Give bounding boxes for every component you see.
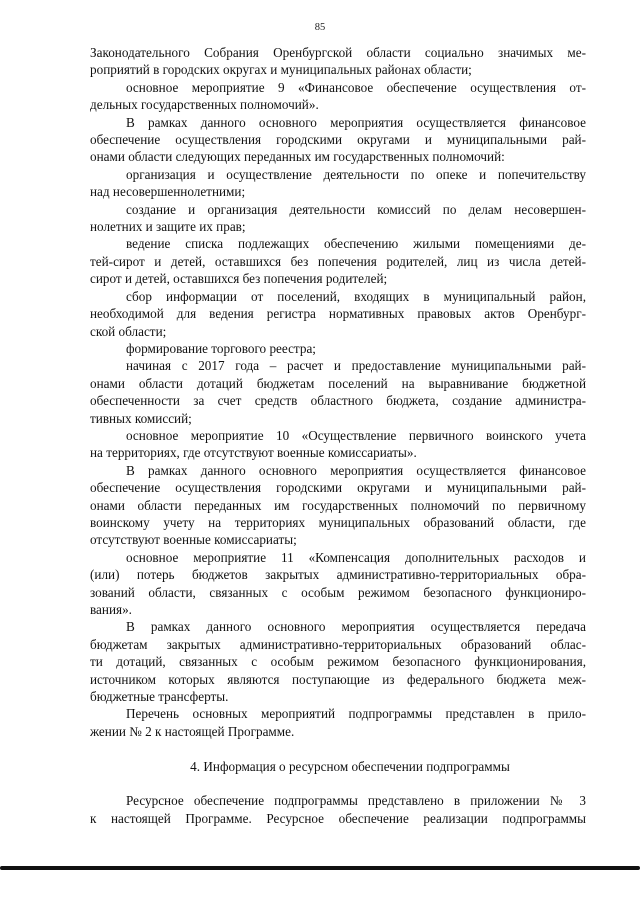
paragraphs-before-heading xyxy=(90,44,586,740)
text-line: вания». xyxy=(90,602,132,617)
text-line: жении № 2 к настоящей Программе. xyxy=(90,723,295,739)
text-line: ской области; xyxy=(90,323,167,339)
text-line: зований области, связанных с особым режимом безопасного функциониро- xyxy=(90,584,586,600)
bottom-scan-border xyxy=(0,866,640,870)
text-line: Ресурсное обеспечение подпрограммы представлено в приложении № 3 xyxy=(126,793,586,809)
text-line: В рамках данного основного мероприятия осуществляется финансовое xyxy=(126,462,586,478)
text-line: В рамках данного основного мероприятия осуществляется передача xyxy=(126,619,586,635)
spacer xyxy=(90,740,586,757)
text-line: ти дотаций, связанных с особым режимом безопасного функционирования, xyxy=(90,654,586,670)
text-line: необходимой для ведения регистра нормативных правовых актов Оренбург- xyxy=(90,306,586,322)
text-line: на территориях, где отсутствуют военные комиссариаты». xyxy=(90,445,417,461)
spacer xyxy=(90,775,586,792)
text-line: бюджетам закрытых административно-территориальных образований облас- xyxy=(90,636,586,652)
text-line: воинскому учету на территориях муниципальных образований области, где xyxy=(90,514,586,530)
text-line: основное мероприятие 11 «Компенсация дополнительных расходов и xyxy=(126,549,586,565)
text-line: отсутствуют военные комиссариаты; xyxy=(90,532,297,548)
section-heading: 4. Информация о ресурсном обеспечении подпрограммы xyxy=(190,758,510,774)
text-line: онами области переданных им государственных полномочий по первичному xyxy=(90,497,586,513)
text-line: организация и осуществление деятельности по опеке и попечительству xyxy=(126,166,586,182)
page-number: 85 xyxy=(314,22,326,33)
text-line: ведение списка подлежащих обеспечению жилыми помещениями де- xyxy=(126,236,586,252)
text-line: Перечень основных мероприятий подпрограммы представлен в прило- xyxy=(126,706,586,722)
text-line: сбор информации от поселений, входящих в муниципальный район, xyxy=(126,288,586,304)
text-line: формирование торгового реестра; xyxy=(126,340,316,356)
text-line: бюджетные трансферты. xyxy=(90,689,229,705)
text-line: (или) потерь бюджетов закрытых административно-территориальных обра- xyxy=(90,567,586,583)
text-line: над несовершеннолетними; xyxy=(90,184,246,200)
text-line: В рамках данного основного мероприятия осуществляется финансовое xyxy=(126,114,586,130)
body-text xyxy=(90,44,586,827)
paragraphs-after-heading xyxy=(90,792,586,827)
text-line: дельных государственных полномочий». xyxy=(90,97,319,113)
text-line: источником которых являются поступающие из федерального бюджета меж- xyxy=(90,671,586,687)
text-line: обеспеченности за счет средств областного бюджета, создание администра- xyxy=(90,393,586,409)
text-line: роприятий в городских округах и муниципальных районах области; xyxy=(90,62,472,78)
text-line: обеспечение осуществления городскими округами и муниципальными рай- xyxy=(90,480,586,496)
text-line: тивных комиссий; xyxy=(90,410,192,426)
text-line: начиная с 2017 года – расчет и предоставление муниципальными рай- xyxy=(126,358,586,374)
text-line: сирот и детей, оставшихся без попечения родителей; xyxy=(90,271,388,287)
text-line: основное мероприятие 10 «Осуществление первичного воинского учета xyxy=(126,427,586,443)
text-line: создание и организация деятельности комиссий по делам несовершен- xyxy=(126,201,586,217)
text-line: онами области следующих переданных им государственных полномочий: xyxy=(90,149,505,165)
text-line: обеспечение осуществления городскими округами и муниципальными рай- xyxy=(90,132,586,148)
text-line: онами области дотаций бюджетам поселений на выравнивание бюджетной xyxy=(90,375,586,391)
text-line: Законодательного Собрания Оренбургской области социально значимых ме- xyxy=(90,45,586,60)
text-line: к настоящей Программе. Ресурсное обеспечение реализации подпрограммы xyxy=(90,810,586,826)
text-line: нолетних и защите их прав; xyxy=(90,219,246,235)
text-line: основное мероприятие 9 «Финансовое обеспечение осуществления от- xyxy=(126,79,586,95)
text-line: тей-сирот и детей, оставшихся без попечения родителей, лиц из числа детей- xyxy=(90,253,586,269)
